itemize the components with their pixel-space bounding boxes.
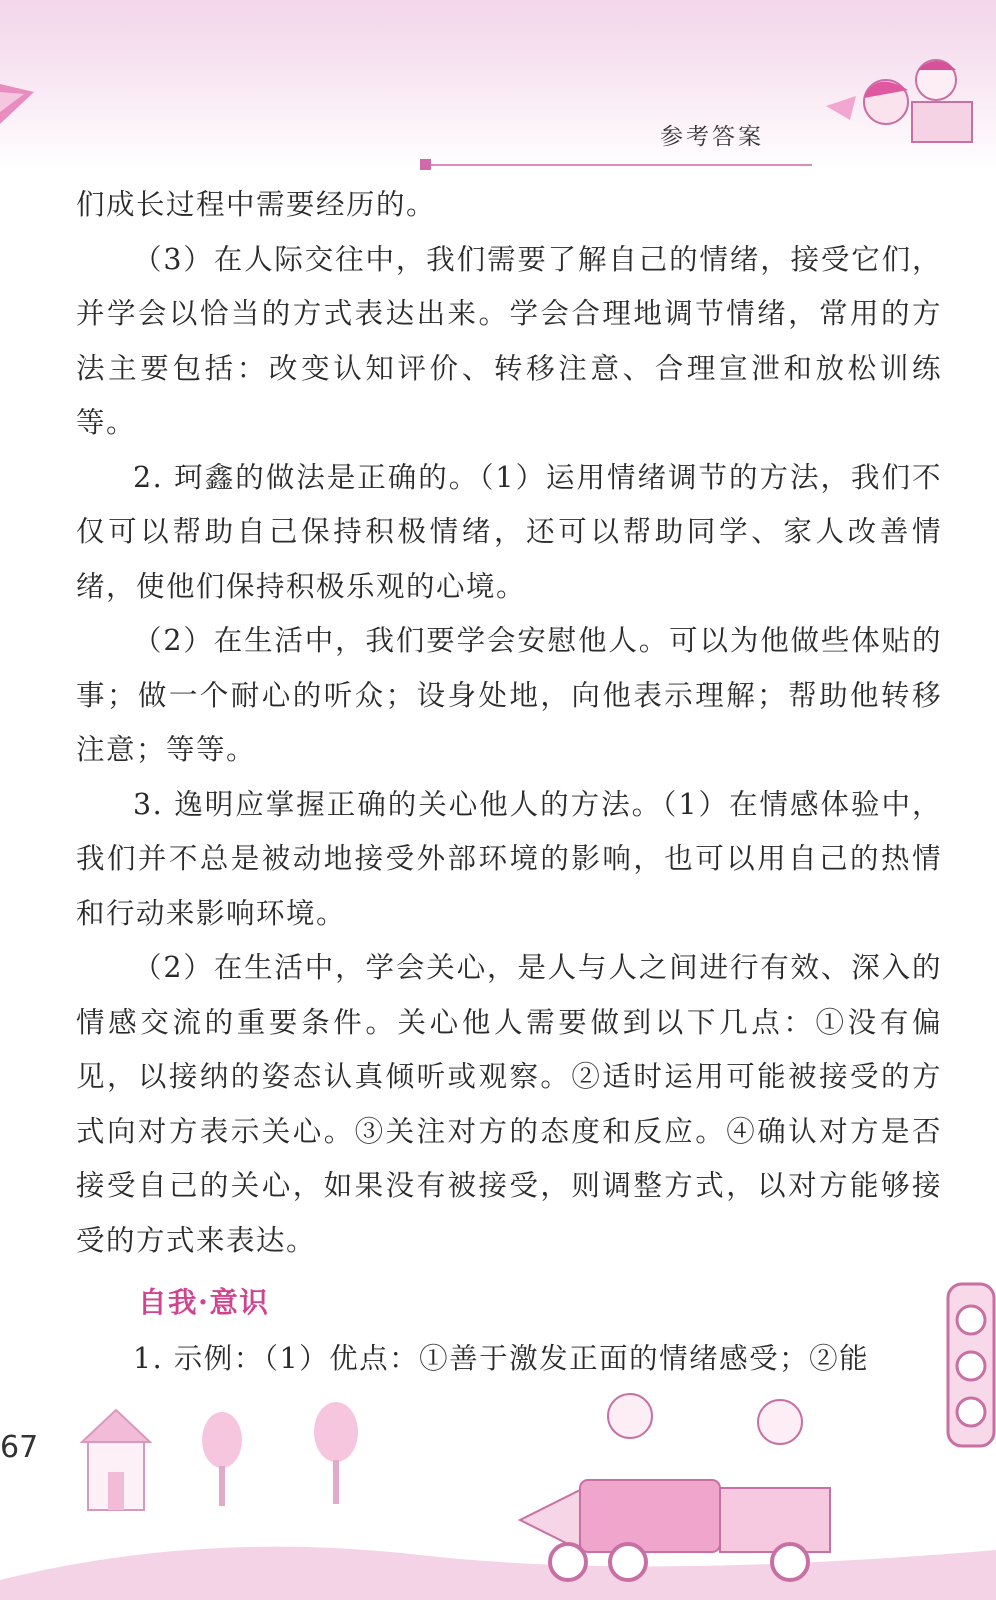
paragraph: （2）在生活中，我们要学会安慰他人。可以为他做些体贴的事；做一个耐心的听众；设身处地，向他表示理解；帮助他转移注意；等等。 bbox=[76, 624, 942, 766]
paragraph: （2）在生活中，学会关心，是人与人之间进行有效、深入的情感交流的重要条件。关心他人需要做到以下几点：①没有偏见，以接纳的姿态认真倾听或观察。②适时运用可能被接受的方式向对方表示关心。③关注对方的态度和反应。④确认对方是否接受自己的关心，如果没有被接受，则调整方式，以对方能够接受的方式来表达。 bbox=[76, 951, 942, 1257]
pencil-car-illustration bbox=[0, 1380, 996, 1600]
header-dot bbox=[420, 159, 431, 170]
paragraph: 1. 示例：（1）优点：①善于激发正面的情绪感受；②能 bbox=[133, 1342, 870, 1375]
kids-illustration bbox=[816, 40, 996, 160]
paragraph: 3. 逸明应掌握正确的关心他人的方法。（1）在情感体验中，我们并不总是被动地接受外部环境的影响，也可以用自己的热情和行动来影响环境。 bbox=[76, 787, 942, 930]
page-number: 67 bbox=[0, 1430, 39, 1465]
paragraph: 们成长过程中需要经历的。 bbox=[76, 188, 437, 221]
section-title: 自我·意识 bbox=[138, 1285, 270, 1319]
paragraph: （3）在人际交往中，我们需要了解自己的情绪，接受它们，并学会以恰当的方式表达出来。学会合理地调节情绪，常用的方法主要包括：改变认知评价、转移注意、合理宣泄和放松训练等。 bbox=[76, 242, 942, 439]
answer-content bbox=[76, 178, 942, 1387]
paragraph: 2. 珂鑫的做法是正确的。（1）运用情绪调节的方法，我们不仅可以帮助自己保持积极情绪，还可以帮助同学、家人改善情绪，使他们保持积极乐观的心境。 bbox=[76, 460, 942, 603]
header-rule bbox=[420, 164, 812, 166]
header-label: 参考答案 bbox=[660, 124, 764, 150]
paper-plane-icon bbox=[0, 78, 40, 126]
